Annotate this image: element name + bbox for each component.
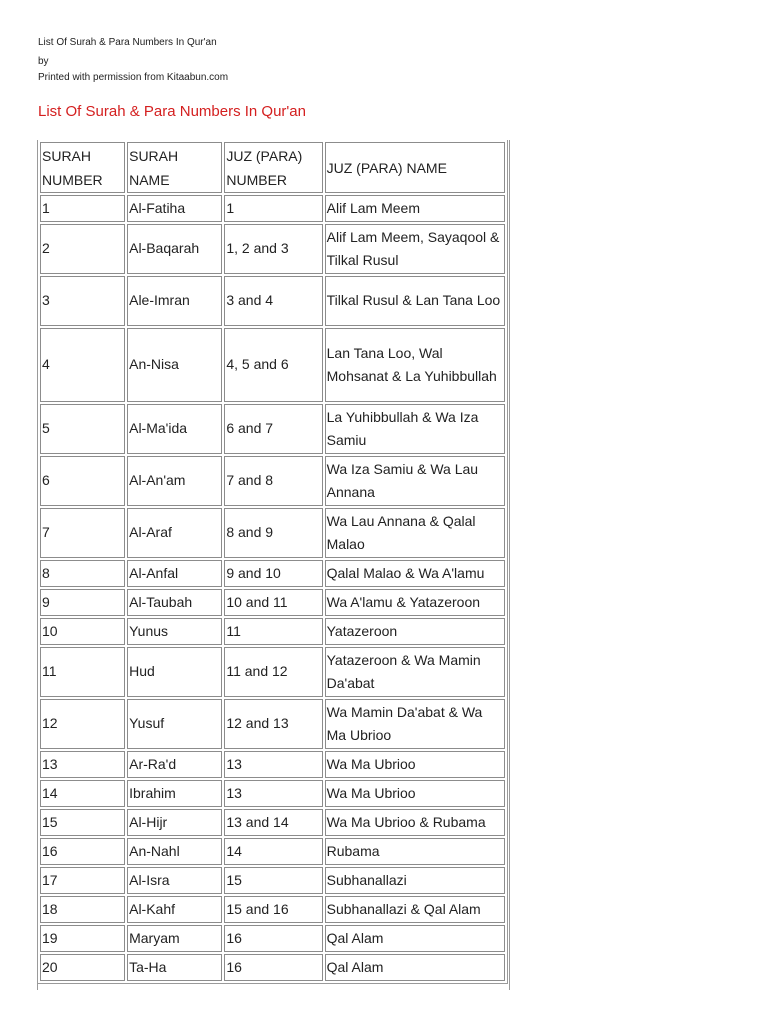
surah-number-cell: 17 (40, 867, 125, 894)
surah-name-cell: Al-An'am (127, 456, 222, 506)
surah-name-cell: Yusuf (127, 699, 222, 749)
juz-number-cell: 1 (224, 195, 322, 222)
surah-number-cell: 9 (40, 589, 125, 616)
juz-number-cell: 16 (224, 954, 322, 981)
surah-number-cell: 6 (40, 456, 125, 506)
juz-name-cell: Tilkal Rusul & Lan Tana Loo (325, 276, 505, 326)
juz-number-cell: 3 and 4 (224, 276, 322, 326)
surah-name-cell: An-Nisa (127, 328, 222, 402)
table-row (40, 838, 505, 865)
surah-name-cell: An-Nahl (127, 838, 222, 865)
column-header-surah-name: SURAH NAME (127, 142, 222, 193)
juz-name-cell: La Yuhibbullah & Wa Iza Samiu (325, 404, 505, 454)
juz-number-cell: 7 and 8 (224, 456, 322, 506)
juz-number-cell: 13 and 14 (224, 809, 322, 836)
surah-number-cell: 19 (40, 925, 125, 952)
table-row (40, 751, 505, 778)
surah-number-cell: 16 (40, 838, 125, 865)
juz-name-cell: Wa Ma Ubrioo (325, 780, 505, 807)
juz-name-cell: Wa Iza Samiu & Wa Lau Annana (325, 456, 505, 506)
surah-name-cell: Al-Anfal (127, 560, 222, 587)
surah-number-cell: 13 (40, 751, 125, 778)
table-row (40, 809, 505, 836)
juz-number-cell: 13 (224, 780, 322, 807)
surah-number-cell: 12 (40, 699, 125, 749)
juz-name-cell: Qal Alam (325, 954, 505, 981)
juz-number-cell: 15 and 16 (224, 896, 322, 923)
table-row (40, 647, 505, 697)
surah-table-container (37, 140, 510, 990)
surah-number-cell: 18 (40, 896, 125, 923)
juz-name-cell: Yatazeroon (325, 618, 505, 645)
juz-name-cell: Rubama (325, 838, 505, 865)
juz-name-cell: Alif Lam Meem (325, 195, 505, 222)
surah-number-cell: 8 (40, 560, 125, 587)
juz-number-cell: 13 (224, 751, 322, 778)
table-row (40, 954, 505, 981)
surah-name-cell: Ar-Ra'd (127, 751, 222, 778)
juz-name-cell: Subhanallazi (325, 867, 505, 894)
juz-name-cell: Alif Lam Meem, Sayaqool & Tilkal Rusul (325, 224, 505, 274)
surah-name-cell: Ibrahim (127, 780, 222, 807)
juz-number-cell: 11 and 12 (224, 647, 322, 697)
juz-number-cell: 9 and 10 (224, 560, 322, 587)
juz-name-cell: Lan Tana Loo, Wal Mohsanat & La Yuhibbullah (325, 328, 505, 402)
table-row (40, 195, 505, 222)
table-row (40, 867, 505, 894)
table-row (40, 780, 505, 807)
surah-number-cell: 15 (40, 809, 125, 836)
juz-name-cell: Qal Alam (325, 925, 505, 952)
juz-number-cell: 16 (224, 925, 322, 952)
juz-number-cell: 8 and 9 (224, 508, 322, 558)
surah-name-cell: Al-Hijr (127, 809, 222, 836)
surah-number-cell: 4 (40, 328, 125, 402)
table-row (40, 618, 505, 645)
juz-name-cell: Yatazeroon & Wa Mamin Da'abat (325, 647, 505, 697)
table-row (40, 896, 505, 923)
surah-number-cell: 14 (40, 780, 125, 807)
surah-number-cell: 7 (40, 508, 125, 558)
surah-number-cell: 1 (40, 195, 125, 222)
surah-number-cell: 3 (40, 276, 125, 326)
surah-name-cell: Al-Kahf (127, 896, 222, 923)
column-header-juz-number: JUZ (PARA) NUMBER (224, 142, 322, 193)
table-row (40, 699, 505, 749)
juz-name-cell: Wa Mamin Da'abat & Wa Ma Ubrioo (325, 699, 505, 749)
juz-number-cell: 10 and 11 (224, 589, 322, 616)
table-row (40, 560, 505, 587)
table-row (40, 925, 505, 952)
juz-number-cell: 15 (224, 867, 322, 894)
juz-number-cell: 14 (224, 838, 322, 865)
surah-number-cell: 2 (40, 224, 125, 274)
surah-number-cell: 10 (40, 618, 125, 645)
header-title: List Of Surah & Para Numbers In Qur'an (38, 37, 217, 48)
surah-number-cell: 20 (40, 954, 125, 981)
juz-name-cell: Wa Ma Ubrioo (325, 751, 505, 778)
surah-number-cell: 11 (40, 647, 125, 697)
juz-number-cell: 6 and 7 (224, 404, 322, 454)
table-row (40, 404, 505, 454)
surah-name-cell: Ale-Imran (127, 276, 222, 326)
table-row (40, 224, 505, 274)
table-row (40, 508, 505, 558)
surah-name-cell: Al-Taubah (127, 589, 222, 616)
surah-name-cell: Ta-Ha (127, 954, 222, 981)
juz-number-cell: 4, 5 and 6 (224, 328, 322, 402)
surah-number-cell: 5 (40, 404, 125, 454)
surah-name-cell: Al-Araf (127, 508, 222, 558)
surah-name-cell: Al-Baqarah (127, 224, 222, 274)
juz-name-cell: Wa A'lamu & Yatazeroon (325, 589, 505, 616)
table-row (40, 589, 505, 616)
table-header-row (40, 142, 505, 193)
surah-name-cell: Hud (127, 647, 222, 697)
surah-name-cell: Al-Fatiha (127, 195, 222, 222)
table-row (40, 276, 505, 326)
juz-number-cell: 12 and 13 (224, 699, 322, 749)
column-header-juz-name: JUZ (PARA) NAME (325, 142, 505, 193)
juz-name-cell: Subhanallazi & Qal Alam (325, 896, 505, 923)
juz-name-cell: Wa Lau Annana & Qalal Malao (325, 508, 505, 558)
surah-para-table (37, 140, 508, 984)
surah-name-cell: Al-Isra (127, 867, 222, 894)
surah-name-cell: Al-Ma'ida (127, 404, 222, 454)
juz-number-cell: 1, 2 and 3 (224, 224, 322, 274)
header-permission: Printed with permission from Kitaabun.com (38, 72, 229, 83)
surah-name-cell: Maryam (127, 925, 222, 952)
surah-name-cell: Yunus (127, 618, 222, 645)
table-row (40, 328, 505, 402)
juz-number-cell: 11 (224, 618, 322, 645)
header-byline: by (38, 56, 49, 67)
juz-name-cell: Wa Ma Ubrioo & Rubama (325, 809, 505, 836)
column-header-surah-number: SURAH NUMBER (40, 142, 125, 193)
table-row (40, 456, 505, 506)
juz-name-cell: Qalal Malao & Wa A'lamu (325, 560, 505, 587)
article-title: List Of Surah & Para Numbers In Qur'an (38, 103, 306, 120)
